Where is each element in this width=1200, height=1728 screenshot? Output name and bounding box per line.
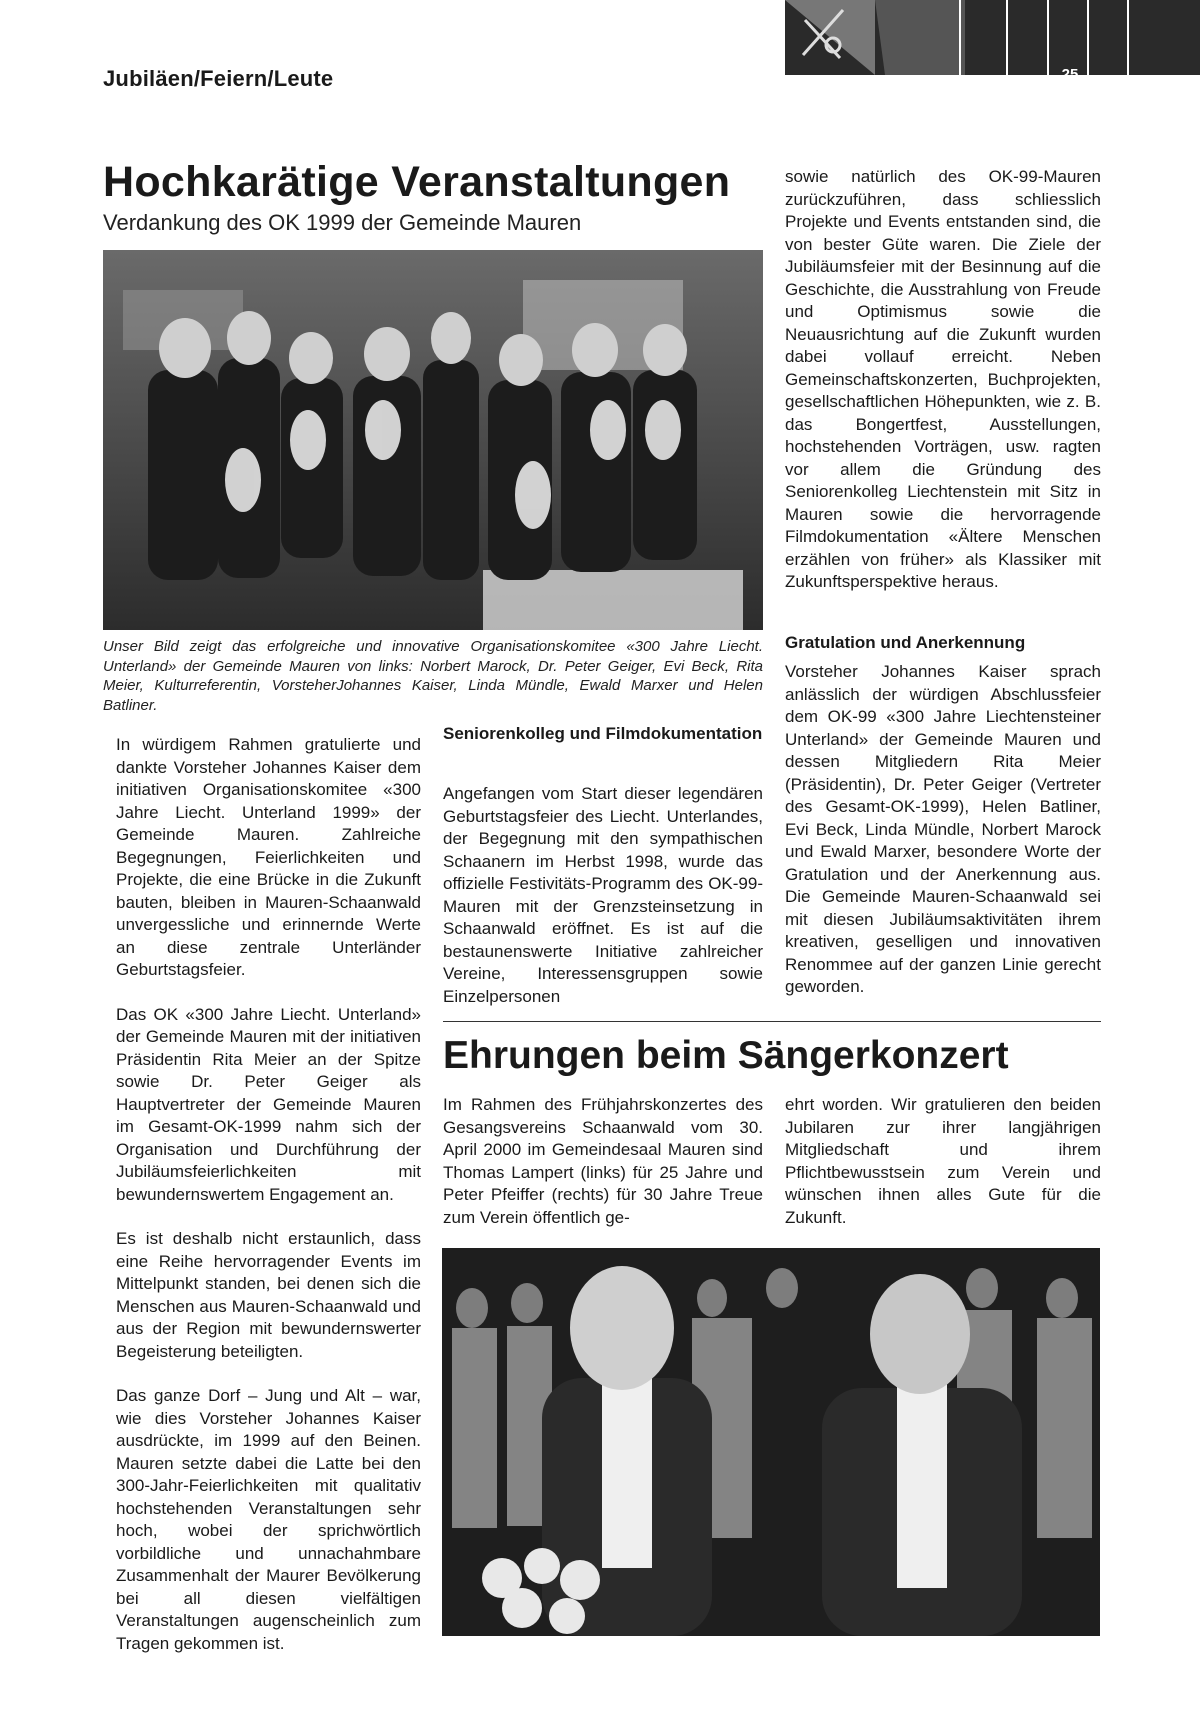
page-number: 25 <box>1061 66 1079 83</box>
article-title: Hochkarätige Veranstaltungen <box>103 158 731 206</box>
paragraph: Es ist deshalb nicht erstaunlich, dass eine Reihe hervorragender Events im Mittelpunkt standen, bei denen sich die Menschen aus Mauren-Schaanwald und aus der Region mit bewundernswerter Begeisterung beteiligten. <box>116 1229 421 1361</box>
paragraph: ehrt worden. Wir gratulieren den beiden Jubilaren zur ihrer langjährigen Mitgliedschaft und ihrem Pflichtbewusstsein zum Verein und wünschen ihnen alles Gute für die Zukunft. <box>785 1095 1101 1227</box>
paragraph: Angefangen vom Start dieser legendären Geburtstagsfeier des Liecht. Unterlandes, der Begegnung mit den sympathischen Schaanern im Herbst 1998, wurde das offizielle Festivitäts-Programm des OK-99-Mauren mit der Grenzsteinsetzung in Schaanwald eröffnet. Es ist auf die bestaunenswerte Initiative zahlreicher Vereine, Interessensgruppen sowie Einzelpersonen <box>443 784 763 1006</box>
choir-photo-illustration <box>442 1248 1100 1636</box>
paragraph: Das ganze Dorf – Jung und Alt – war, wie dies Vorsteher Johannes Kaiser ausdrückte, im 1999 auf den Beinen. Mauren setzte dabei die Latte bei den 300-Jahr-Feierlichkeiten mit qualitativ hochstehenden Veranstaltungen sehr hoch, wobei der sprichwörtlich vorbildliche und unnachahmbare Zusammenhalt der Maurer Bevölkerung bei all diesen vielfältigen Veranstaltungen augenscheinlich zum Tragen gekommen ist. <box>116 1386 421 1653</box>
committee-group-photo <box>103 250 763 630</box>
paragraph: sowie natürlich des OK-99-Mauren zurückzuführen, dass schliesslich Projekte und Events entstanden sind, die von bester Güte waren. Die Ziele der Jubiläumsfeier mit der Besinnung auf die Geschichte, die Ausstrahlung von Freude und Optimismus sowie die Neuausrichtung auf die Zukunft wurden dabei vollauf erreicht. Neben Gemeinschaftskonzerten, Buchprojekten, gesellschaftlichen Höhepunkten, wie z. B. das Bongertfest, Ausstellungen, hochstehenden Vorträgen, usw. ragten vor allem die Gründung des Seniorenkolleg Liechtenstein mit Sitz in Mauren sowie die hervorragende Filmdokumentation «Ältere Menschen erzählen von früher» als Klassiker mit Zukunftsperspektive heraus. <box>785 167 1101 591</box>
subheading-gratulation: Gratulation und Anerkennung <box>785 633 1026 652</box>
middle-column <box>443 783 763 1030</box>
right-column-bottom <box>785 661 1101 1021</box>
right-column-top <box>785 166 1101 616</box>
committee-photo-illustration <box>103 250 763 630</box>
section-label: Jubiläen/Feiern/Leute <box>103 66 334 91</box>
paragraph: In würdigem Rahmen gratulierte und dankte Vorsteher Johannes Kaiser dem initiativen Organisationskomitee «300 Jahre Liecht. Unterland 1999» der Gemeinde Mauren. Zahlreiche Begegnungen, Feierlichkeiten und Projekte, die eine Brücke in die Zukunft bauten, bleiben in Mauren-Schaanwald unvergessliche und erinnernde Werte an diese zentrale Unterländer Geburtstagsfeier. <box>116 735 421 979</box>
article2-title: Ehrungen beim Sängerkonzert <box>443 1034 1009 1077</box>
article-subtitle: Verdankung des OK 1999 der Gemeinde Mauren <box>103 210 582 235</box>
paragraph: Im Rahmen des Frühjahrskonzertes des Gesangsvereins Schaanwald vom 30. April 2000 im Gemeindesaal Mauren sind Thomas Lampert (links) für 25 Jahre und Peter Pfeiffer (rechts) für 30 Jahre Treue zum Verein öffentlich ge- <box>443 1095 763 1227</box>
header-emblem <box>785 0 1200 86</box>
photo-caption: Unser Bild zeigt das erfolgreiche und innovative Organisationskomitee «300 Jahre Liecht. Unterland» der Gemeinde Mauren von links: Norbert Marock, Dr. Peter Geiger, Evi Beck, Rita Meier, Kulturreferentin, VorsteherJohannes Kaiser, Linda Mündle, Ewald Marxer und Helen Batliner. <box>103 638 763 714</box>
subheading-seniorenkolleg: Seniorenkolleg und Filmdokumentation <box>443 724 763 743</box>
paragraph: Vorsteher Johannes Kaiser sprach anlässlich der würdigen Abschlussfeier dem OK-99 «300 Jahre Liechtensteiner Unterland» der Gemeinde Mauren und dessen Mitgliedern Rita Meier (Präsidentin), Dr. Peter Geiger (Vertreter des Gesamt-OK-1999), Helen Batliner, Evi Beck, Linda Mündle, Norbert Marock und Ewald Marxer, besondere Worte der Gratulation und der Anerkennung aus. Die Gemeinde Mauren-Schaanwald sei mit diesen Jubiläumsaktivitäten ihrem kreativen, geselligen und innovativen Renommee auf der ganzen Linie gerecht geworden. <box>785 662 1101 996</box>
paragraph: Das OK «300 Jahre Liecht. Unterland» der Gemeinde Mauren mit der initiativen Präsidentin Rita Meier an der Spitze sowie Dr. Peter Geiger als Hauptvertreter der Gemeinde Mauren im Gesamt-OK-1999 nahm sich der Organisation und Durchführung der Jubiläumsfeierlichkeiten mit bewundernswertem Engagement an. <box>116 1004 421 1204</box>
article2-column-2 <box>785 1094 1101 1251</box>
left-column <box>116 734 421 1677</box>
choir-honorees-photo <box>442 1248 1100 1636</box>
article2-column-1 <box>443 1094 763 1251</box>
section-divider <box>443 1021 1101 1022</box>
